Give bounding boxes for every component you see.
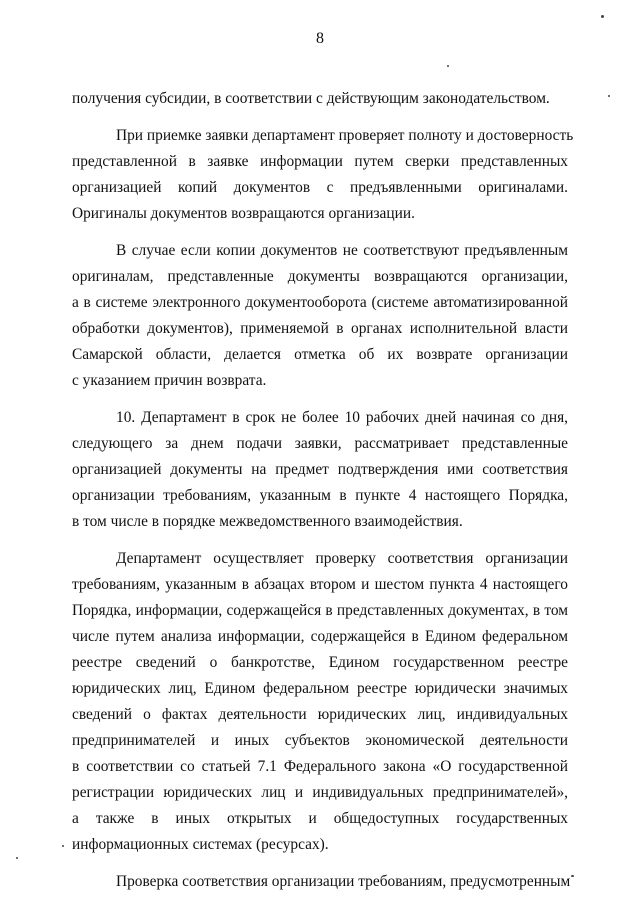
- page-number: 8: [316, 30, 324, 47]
- text-line: в том числе в порядке межведомственного взаимодействия.: [72, 513, 463, 530]
- text-line: реестре сведений о банкротстве, Едином государственном реестре: [72, 654, 568, 671]
- text-line: организации требованиям, указанным в пункте 4 настоящего Порядка,: [72, 487, 568, 504]
- text-line: организацией документы на предмет подтверждения ими соответствия: [72, 461, 568, 478]
- text-line: сведений о фактах деятельности юридических лиц, индивидуальных: [72, 706, 568, 723]
- scan-speck: [447, 65, 449, 67]
- text-line: В случае если копии документов не соответствуют предъявленным: [116, 242, 568, 259]
- text-line: оригиналам, представленные документы возвращаются организации,: [72, 268, 568, 285]
- text-line: а в системе электронного документооборота (системе автоматизированной: [72, 294, 568, 311]
- text-line: получения субсидии, в соответствии с действующим законодательством.: [72, 90, 550, 107]
- text-line: При приемке заявки департамент проверяет полноту и достоверность: [116, 127, 574, 144]
- scan-speck: [571, 875, 574, 877]
- text-line: 10. Департамент в срок не более 10 рабочих дней начиная со дня,: [116, 409, 568, 426]
- text-line: обработки документов), применяемой в органах исполнительной власти: [72, 320, 568, 337]
- text-line: представленной в заявке информации путем сверки представленных: [72, 153, 568, 170]
- paragraph-1: [72, 86, 568, 112]
- text-line: Самарской области, делается отметка об их возврате организации: [72, 346, 568, 363]
- text-line: следующего за днем подачи заявки, рассматривает представленные: [72, 435, 568, 452]
- text-line: числе путем анализа информации, содержащейся в Едином федеральном: [72, 628, 568, 645]
- scan-speck: [16, 857, 18, 859]
- paragraph-5: [72, 546, 568, 858]
- paragraph-2: [72, 123, 574, 227]
- text-line: с указанием причин возврата.: [72, 372, 267, 389]
- body-text: [72, 86, 574, 895]
- text-line: Порядка, информации, содержащейся в представленных документах, в том: [72, 602, 568, 619]
- paragraph-3: [72, 238, 568, 394]
- text-line: организацией копий документов с предъявленными оригиналами.: [72, 179, 568, 196]
- scan-speck: [62, 845, 64, 847]
- text-line: Оригиналы документов возвращаются организации.: [72, 205, 415, 222]
- text-line: а также в иных открытых и общедоступных государственных: [72, 810, 568, 827]
- text-line: Департамент осуществляет проверку соответствия организации: [116, 550, 568, 567]
- text-line: предпринимателей и иных субъектов экономической деятельности: [72, 732, 568, 749]
- text-line: в соответствии со статьей 7.1 Федерального закона «О государственной: [72, 758, 568, 775]
- paragraph-6: [72, 869, 571, 895]
- scan-speck: [608, 95, 610, 97]
- scan-speck: [601, 15, 604, 18]
- text-line: Проверка соответствия организации требованиям, предусмотренным: [116, 873, 571, 890]
- text-line: юридических лиц, Едином федеральном реестре юридически значимых: [72, 680, 568, 697]
- paragraph-4: [72, 405, 568, 535]
- text-line: информационных системах (ресурсах).: [72, 836, 329, 853]
- text-line: требованиям, указанным в абзацах втором и шестом пункта 4 настоящего: [72, 576, 568, 593]
- text-line: регистрации юридических лиц и индивидуальных предпринимателей»,: [72, 784, 568, 801]
